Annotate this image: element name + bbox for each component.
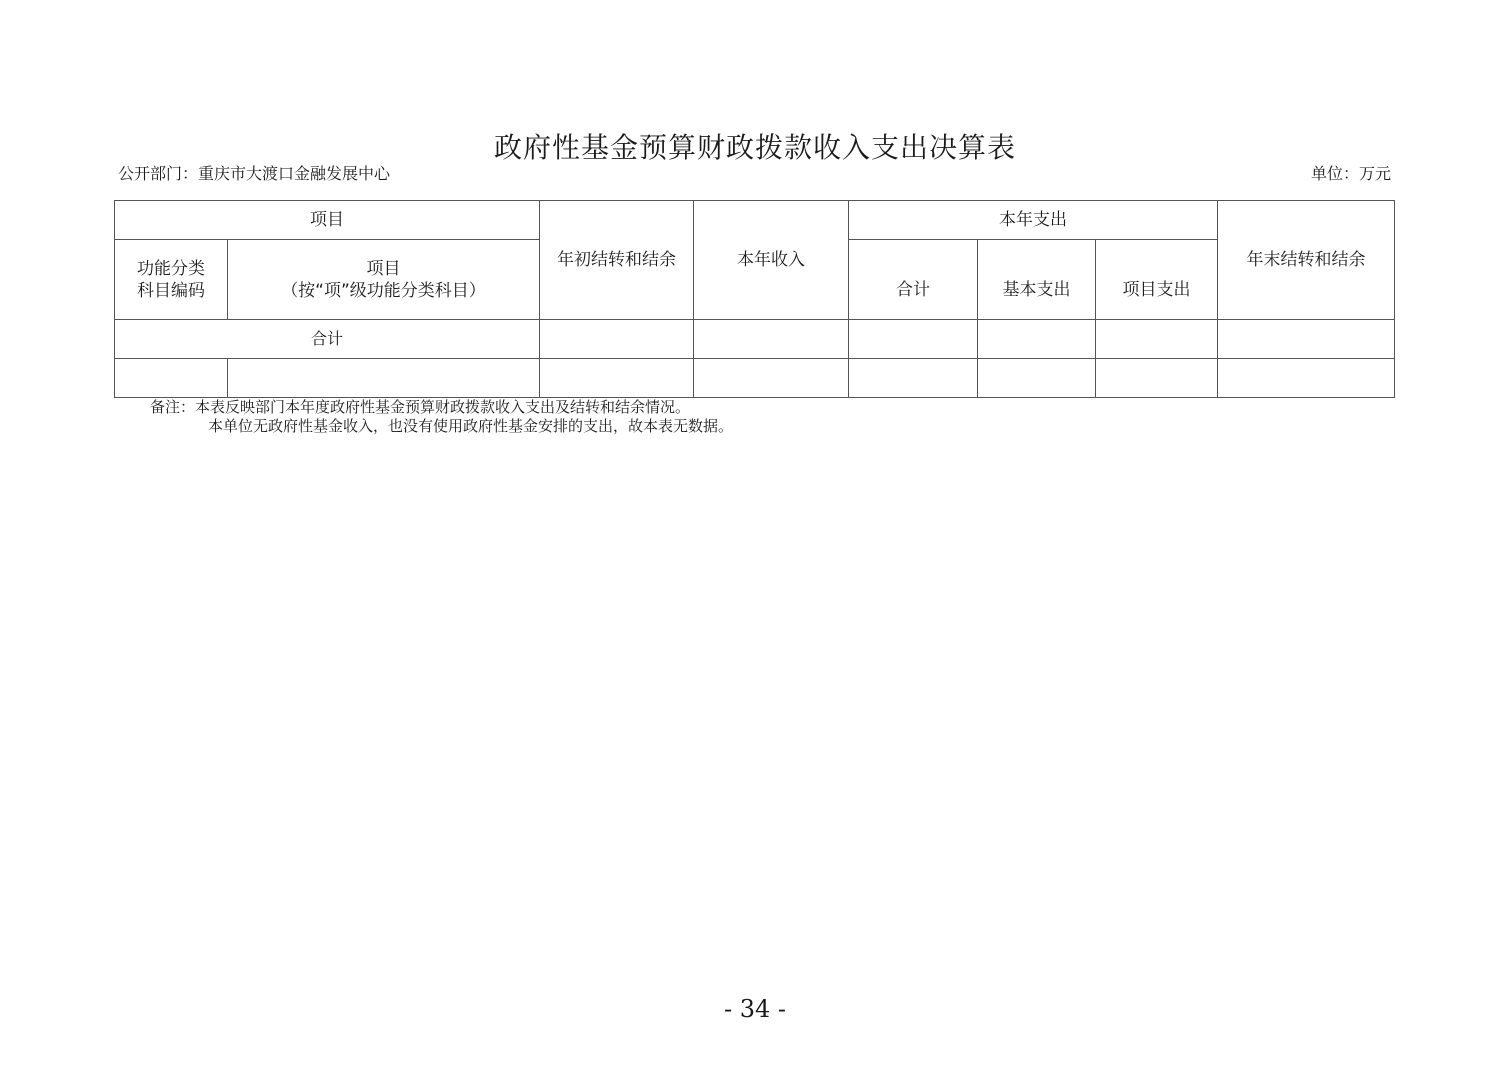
- total-expense-total: [849, 320, 978, 359]
- page-number: - 34 -: [723, 995, 786, 1023]
- table-title: 政府性基金预算财政拨款收入支出决算表: [493, 131, 1016, 164]
- total-beginning-balance: [540, 320, 694, 359]
- header-expense-group: 本年支出: [849, 201, 1218, 240]
- header-item-name: 项目 （按“项”级功能分类科目）: [228, 240, 540, 320]
- total-label: 合计: [115, 320, 540, 359]
- header-ending-balance: 年末结转和结余: [1218, 201, 1395, 320]
- notes: [150, 398, 733, 436]
- header-expense-basic: 基本支出: [978, 240, 1096, 320]
- unit-label: 单位：万元: [1310, 164, 1391, 183]
- total-row: [115, 320, 1395, 359]
- header-current-income: 本年收入: [694, 201, 849, 320]
- note-line-1: 备注：本表反映部门本年度政府性基金预算财政拨款收入支出及结转和结余情况。: [150, 398, 691, 416]
- header-expense-project: 项目支出: [1096, 240, 1218, 320]
- row-beginning-balance: [540, 359, 694, 398]
- budget-table: [114, 200, 1395, 398]
- table-row: [115, 359, 1395, 398]
- row-expense-basic: [978, 359, 1096, 398]
- row-expense-project: [1096, 359, 1218, 398]
- header-code: 功能分类 科目编码: [115, 240, 228, 320]
- header-item-group: 项目: [115, 201, 540, 240]
- row-expense-total: [849, 359, 978, 398]
- row-ending-balance: [1218, 359, 1395, 398]
- row-current-income: [694, 359, 849, 398]
- department-label: 公开部门：重庆市大渡口金融发展中心: [118, 164, 391, 183]
- total-ending-balance: [1218, 320, 1395, 359]
- total-expense-basic: [978, 320, 1096, 359]
- header-beginning-balance: 年初结转和结余: [540, 201, 694, 320]
- row-code: [115, 359, 228, 398]
- note-line-2: 本单位无政府性基金收入，也没有使用政府性基金安排的支出，故本表无数据。: [208, 417, 734, 435]
- row-item-name: [228, 359, 540, 398]
- header-expense-total: 合计: [849, 240, 978, 320]
- total-current-income: [694, 320, 849, 359]
- total-expense-project: [1096, 320, 1218, 359]
